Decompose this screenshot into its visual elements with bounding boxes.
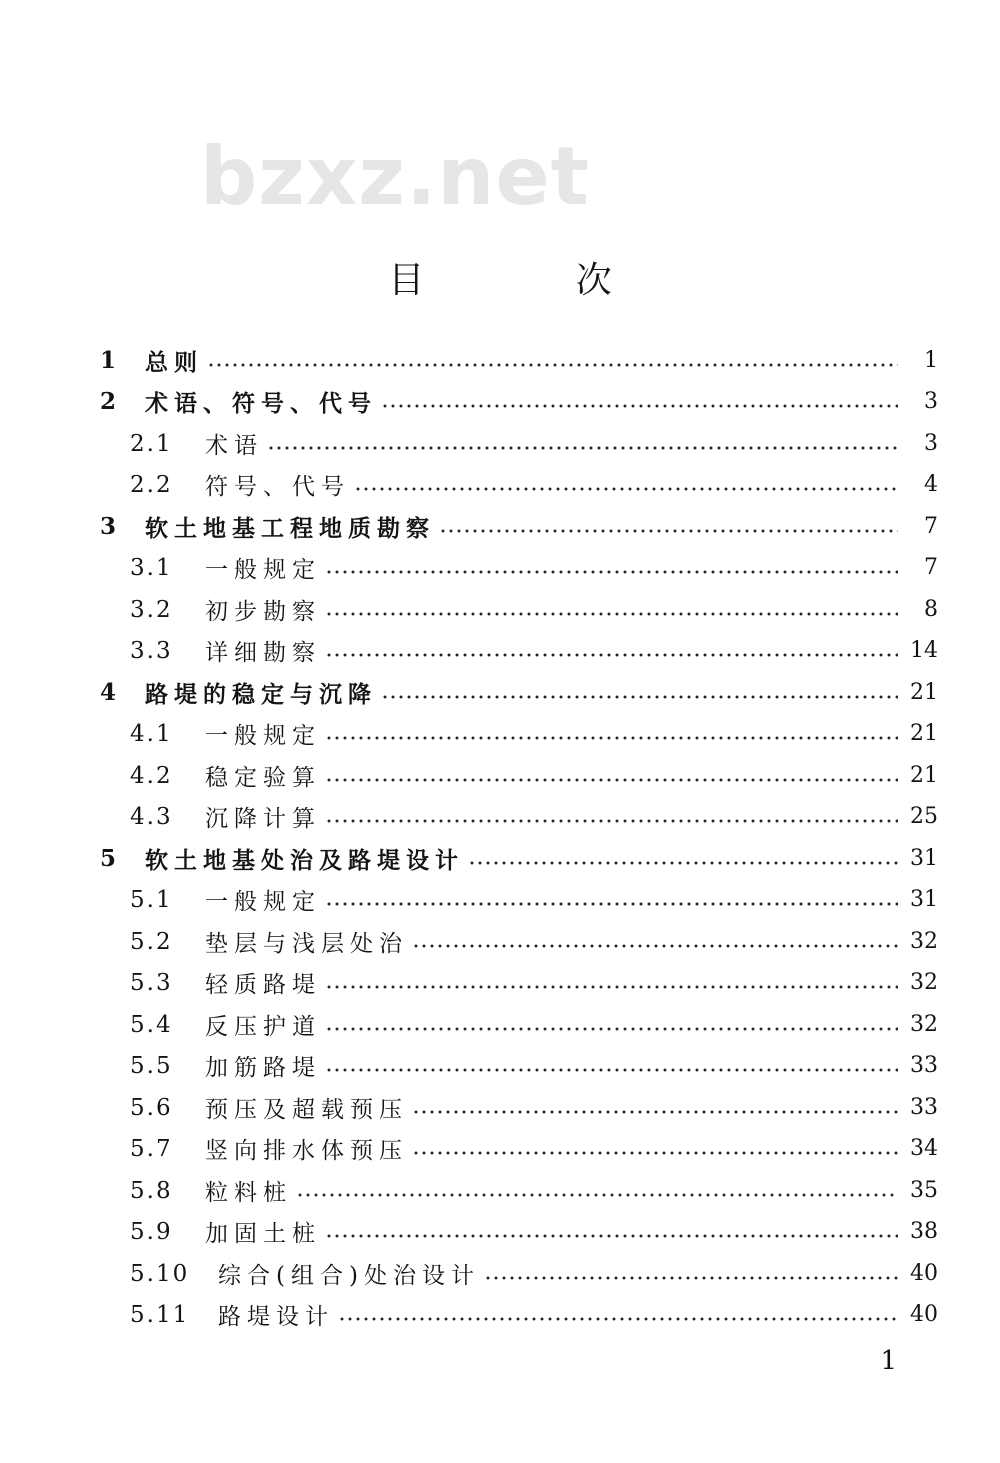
- leader-dots: [484, 1276, 898, 1280]
- toc-entry[interactable]: [100, 1211, 938, 1252]
- toc-entry[interactable]: [100, 672, 938, 713]
- section-title: 稳定验算: [205, 765, 321, 791]
- page-ref: 32: [910, 1012, 938, 1037]
- toc-entry[interactable]: [100, 755, 938, 796]
- watermark: bzxz.net: [200, 130, 590, 223]
- page-ref: 40: [910, 1302, 938, 1327]
- section-title: 一般规定: [205, 723, 321, 749]
- section-number: 5.9: [130, 1218, 173, 1245]
- leader-dots: [267, 446, 898, 450]
- toc-entry[interactable]: [100, 879, 938, 920]
- section-number: 4.2: [130, 762, 173, 789]
- section-number: 5.3: [130, 969, 173, 996]
- section-number: 5.1: [130, 886, 173, 913]
- leader-dots: [325, 1234, 898, 1238]
- section-number: 4.3: [130, 803, 173, 830]
- section-title: 路堤设计: [218, 1304, 334, 1330]
- leader-dots: [381, 695, 898, 699]
- toc-entry[interactable]: [100, 1045, 938, 1086]
- section-title: 初步勘察: [205, 599, 321, 625]
- leader-dots: [439, 529, 898, 533]
- section-title: 术语、符号、代号: [145, 390, 377, 417]
- section-title: 沉降计算: [205, 806, 321, 832]
- section-number: 5.10: [130, 1260, 190, 1287]
- page-ref: 33: [910, 1095, 938, 1120]
- section-number: 2: [100, 388, 119, 415]
- page-title: 目 次: [388, 260, 682, 301]
- section-title: 详细勘察: [205, 640, 321, 666]
- leader-dots: [325, 778, 898, 782]
- leader-dots: [468, 861, 898, 865]
- toc-entry[interactable]: [100, 713, 938, 754]
- leader-dots: [325, 736, 898, 740]
- section-title: 竖向排水体预压: [205, 1138, 408, 1164]
- toc-entry[interactable]: [100, 1170, 938, 1211]
- section-number: 4.1: [130, 720, 173, 747]
- toc-entry[interactable]: [100, 838, 938, 879]
- toc-entry[interactable]: [100, 1253, 938, 1294]
- section-number: 5.8: [130, 1177, 173, 1204]
- leader-dots: [381, 404, 898, 408]
- page-ref: 35: [910, 1178, 938, 1203]
- page-ref: 32: [910, 970, 938, 995]
- section-number: 2.2: [130, 471, 173, 498]
- page-ref: 25: [910, 804, 938, 829]
- leader-dots: [325, 1068, 898, 1072]
- toc-entry[interactable]: [100, 1004, 938, 1045]
- toc-entry[interactable]: [100, 1294, 938, 1335]
- leader-dots: [325, 612, 898, 616]
- page-number: 1: [880, 1346, 897, 1376]
- leader-dots: [325, 1027, 898, 1031]
- section-number: 5.5: [130, 1052, 173, 1079]
- toc-entry[interactable]: [100, 630, 938, 671]
- toc-entry[interactable]: [100, 921, 938, 962]
- section-number: 5.7: [130, 1135, 173, 1162]
- section-title: 轻质路堤: [205, 972, 321, 998]
- page-ref: 21: [910, 680, 938, 705]
- toc-entry[interactable]: [100, 340, 938, 381]
- section-title: 一般规定: [205, 557, 321, 583]
- section-title: 总则: [145, 349, 203, 376]
- toc-entry[interactable]: [100, 381, 938, 422]
- section-title: 术语: [205, 433, 263, 459]
- page-ref: 3: [924, 431, 938, 456]
- page-ref: 1: [924, 348, 938, 373]
- page-ref: 40: [910, 1261, 938, 1286]
- leader-dots: [412, 1151, 898, 1155]
- toc-entry[interactable]: [100, 506, 938, 547]
- section-title: 一般规定: [205, 889, 321, 915]
- section-number: 3: [100, 513, 119, 540]
- toc-entry[interactable]: [100, 464, 938, 505]
- leader-dots: [325, 985, 898, 989]
- section-number: 5.11: [130, 1301, 190, 1328]
- section-title: 软土地基工程地质勘察: [145, 515, 435, 542]
- page-ref: 31: [910, 846, 938, 871]
- page-ref: 7: [924, 555, 938, 580]
- section-number: 3.2: [130, 596, 173, 623]
- section-title: 综合(组合)处治设计: [218, 1263, 480, 1289]
- leader-dots: [325, 570, 898, 574]
- section-title: 粒料桩: [205, 1180, 292, 1206]
- section-number: 1: [100, 347, 119, 374]
- section-number: 4: [100, 679, 119, 706]
- section-title: 软土地基处治及路堤设计: [145, 847, 464, 874]
- section-title: 反压护道: [205, 1014, 321, 1040]
- page-ref: 33: [910, 1053, 938, 1078]
- section-number: 5.4: [130, 1011, 173, 1038]
- page-ref: 8: [924, 597, 938, 622]
- section-number: 3.3: [130, 637, 173, 664]
- leader-dots: [207, 363, 898, 367]
- section-number: 5: [100, 845, 119, 872]
- toc-entry[interactable]: [100, 547, 938, 588]
- leader-dots: [354, 487, 898, 491]
- section-title: 垫层与浅层处治: [205, 931, 408, 957]
- section-number: 5.6: [130, 1094, 173, 1121]
- toc-entry[interactable]: [100, 1128, 938, 1169]
- section-title: 预压及超载预压: [205, 1097, 408, 1123]
- leader-dots: [296, 1193, 898, 1197]
- leader-dots: [325, 902, 898, 906]
- section-number: 3.1: [130, 554, 173, 581]
- page-ref: 21: [910, 763, 938, 788]
- page-ref: 32: [910, 929, 938, 954]
- page-ref: 4: [924, 472, 938, 497]
- section-number: 5.2: [130, 928, 173, 955]
- page-ref: 7: [924, 514, 938, 539]
- page-ref: 14: [910, 638, 938, 663]
- toc-entry[interactable]: [100, 589, 938, 630]
- toc-entry[interactable]: [100, 423, 938, 464]
- section-number: 2.1: [130, 430, 173, 457]
- toc-entry[interactable]: [100, 962, 938, 1003]
- section-title: 符号、代号: [205, 474, 350, 500]
- page-ref: 38: [910, 1219, 938, 1244]
- page-ref: 34: [910, 1136, 938, 1161]
- section-title: 路堤的稳定与沉降: [145, 681, 377, 708]
- section-title: 加筋路堤: [205, 1055, 321, 1081]
- toc-entry[interactable]: [100, 1087, 938, 1128]
- section-title: 加固土桩: [205, 1221, 321, 1247]
- toc-entry[interactable]: [100, 796, 938, 837]
- leader-dots: [325, 819, 898, 823]
- page-ref: 3: [924, 389, 938, 414]
- page-ref: 31: [910, 887, 938, 912]
- leader-dots: [325, 653, 898, 657]
- leader-dots: [412, 1110, 898, 1114]
- leader-dots: [338, 1317, 898, 1321]
- page-ref: 21: [910, 721, 938, 746]
- leader-dots: [412, 944, 898, 948]
